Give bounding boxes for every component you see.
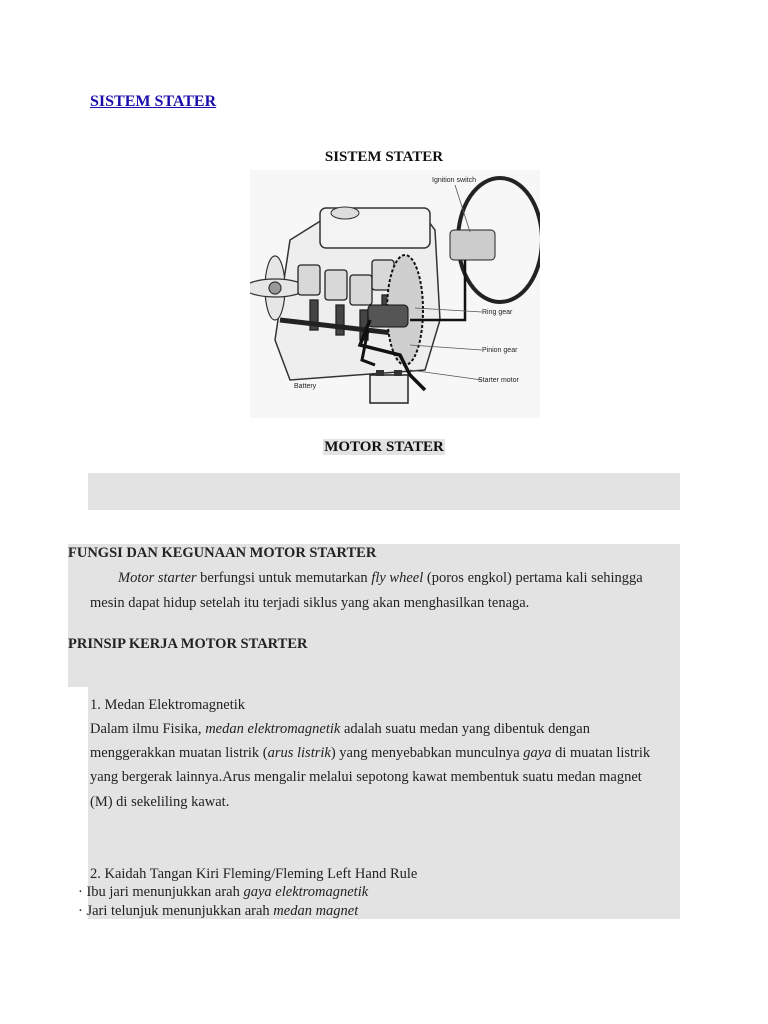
text-span: · Jari telunjuk menunjukkan arah — [78, 903, 274, 919]
label-battery: Battery — [294, 383, 317, 390]
item1-line3: yang bergerak lainnya.Arus mengalir melalui sepotong kawat membentuk suatu medan magnet — [90, 769, 642, 785]
item1-line1 — [90, 717, 590, 741]
label-starter-motor: Starter motor — [478, 377, 519, 384]
item2-title: 2. Kaidah Tangan Kiri Fleming/Fleming Left Hand Rule — [90, 866, 418, 882]
text-span: berfungsi untuk memutarkan — [196, 570, 372, 586]
label-ignition-switch: Ignition switch — [432, 177, 476, 184]
text-span: adalah suatu medan yang dibentuk dengan — [340, 721, 590, 737]
text-span: (poros engkol) pertama kali sehingga — [423, 570, 643, 586]
bullet-ibu-jari — [78, 883, 368, 901]
text-span: di muatan listrik — [551, 745, 651, 761]
label-ring-gear: Ring gear — [482, 309, 513, 316]
text-span: Dalam ilmu Fisika, — [90, 721, 206, 737]
page-title-link[interactable]: SISTEM STATER — [90, 93, 217, 110]
section-heading-fungsi: FUNGSI DAN KEGUNAAN MOTOR STARTER — [68, 545, 377, 561]
term-fly-wheel: fly wheel — [371, 570, 424, 586]
term-medan-elektromagnetik: medan elektromagnetik — [205, 721, 341, 737]
bullet-jari-telunjuk — [78, 902, 358, 920]
starter-system-diagram — [250, 170, 540, 418]
term-medan-magnet: medan magnet — [273, 903, 359, 919]
label-pinion-gear: Pinion gear — [482, 347, 518, 354]
fungsi-paragraph-line1 — [118, 566, 643, 590]
item1-line2 — [90, 741, 650, 765]
diagram-svg — [250, 170, 540, 418]
item1-line4: (M) di sekeliling kawat. — [90, 794, 230, 810]
term-motor-starter: Motor starter — [118, 570, 197, 586]
section-heading-prinsip: PRINSIP KERJA MOTOR STARTER — [68, 636, 308, 652]
figure-title: SISTEM STATER — [324, 149, 444, 165]
text-span: menggerakkan muatan listrik ( — [90, 745, 268, 761]
empty-grey-box — [88, 473, 680, 510]
term-gaya: gaya — [523, 745, 552, 761]
term-gaya-elektromagnetik: gaya elektromagnetik — [243, 884, 369, 900]
motor-stater-heading-text: MOTOR STATER — [324, 439, 444, 455]
text-span: ) yang menyebabkan munculnya — [330, 745, 524, 761]
fungsi-paragraph-line2: mesin dapat hidup setelah itu terjadi siklus yang akan menghasilkan tenaga. — [90, 595, 530, 611]
term-arus-listrik: arus listrik — [267, 745, 331, 761]
text-span: · Ibu jari menunjukkan arah — [78, 884, 244, 900]
item1-title: 1. Medan Elektromagnetik — [90, 697, 246, 713]
motor-stater-heading — [0, 439, 768, 456]
